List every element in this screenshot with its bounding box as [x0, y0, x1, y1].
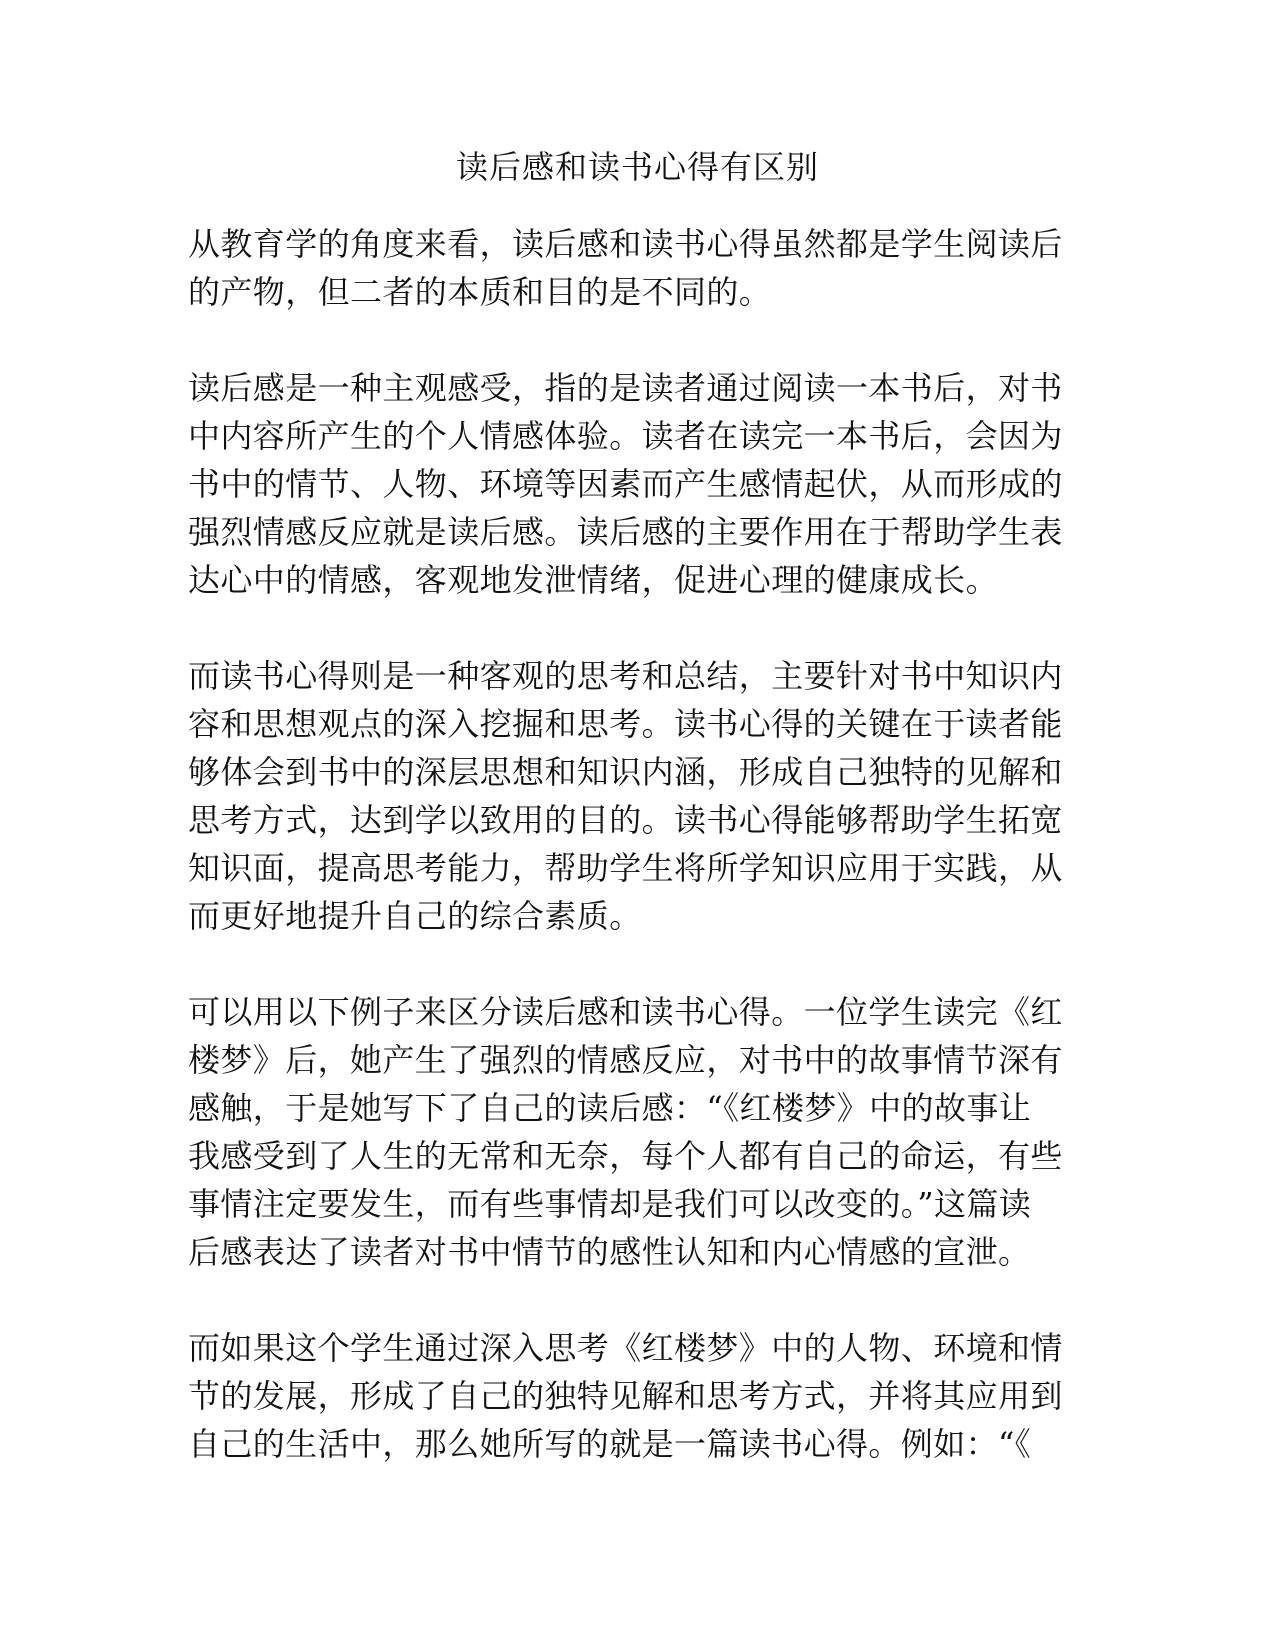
paragraph-2 [188, 364, 1088, 604]
paragraph-5 [188, 1324, 1088, 1468]
text-line: 事情注定要发生，而有些事情却是我们可以改变的。”这篇读 [188, 1185, 1032, 1223]
text-line: 节的发展，形成了自己的独特见解和思考方式，并将其应用到 [188, 1377, 1063, 1415]
text-line: 书中的情节、人物、环境等因素而产生感情起伏，从而形成的 [188, 465, 1063, 503]
document-body [188, 220, 1088, 1516]
text-line: 知识面，提高思考能力，帮助学生将所学知识应用于实践，从 [188, 849, 1063, 887]
paragraph-1 [188, 220, 1088, 316]
text-line: 我感受到了人生的无常和无奈，每个人都有自己的命运，有些 [188, 1137, 1063, 1175]
text-line: 从教育学的角度来看，读后感和读书心得虽然都是学生阅读后 [188, 225, 1063, 263]
text-line: 思考方式，达到学以致用的目的。读书心得能够帮助学生拓宽 [188, 801, 1063, 839]
paragraph-4 [188, 988, 1088, 1276]
text-line: 的产物，但二者的本质和目的是不同的。 [188, 273, 772, 311]
page-title: 读后感和读书心得有区别 [455, 148, 819, 186]
text-line: 感触，于是她写下了自己的读后感：“《红楼梦》中的故事让 [188, 1089, 1032, 1127]
text-line: 后感表达了读者对书中情节的感性认知和内心情感的宣泄。 [188, 1233, 1031, 1271]
text-line: 读后感是一种主观感受，指的是读者通过阅读一本书后，对书 [188, 369, 1063, 407]
text-line: 中内容所产生的个人情感体验。读者在读完一本书后，会因为 [188, 417, 1063, 455]
text-line: 强烈情感反应就是读后感。读后感的主要作用在于帮助学生表 [188, 513, 1063, 551]
text-line: 达心中的情感，客观地发泄情绪，促进心理的健康成长。 [188, 561, 999, 599]
text-line: 而更好地提升自己的综合素质。 [188, 897, 642, 935]
paragraph-3 [188, 652, 1088, 940]
text-line: 够体会到书中的深层思想和知识内涵，形成自己独特的见解和 [188, 753, 1063, 791]
text-line: 自己的生活中，那么她所写的就是一篇读书心得。例如：“《 [188, 1425, 1032, 1463]
text-line: 可以用以下例子来区分读后感和读书心得。一位学生读完《红 [188, 993, 1063, 1031]
text-line: 而读书心得则是一种客观的思考和总结，主要针对书中知识内 [188, 657, 1063, 695]
text-line: 楼梦》后，她产生了强烈的情感反应，对书中的故事情节深有 [188, 1041, 1063, 1079]
text-line: 而如果这个学生通过深入思考《红楼梦》中的人物、环境和情 [188, 1329, 1063, 1367]
text-line: 容和思想观点的深入挖掘和思考。读书心得的关键在于读者能 [188, 705, 1063, 743]
